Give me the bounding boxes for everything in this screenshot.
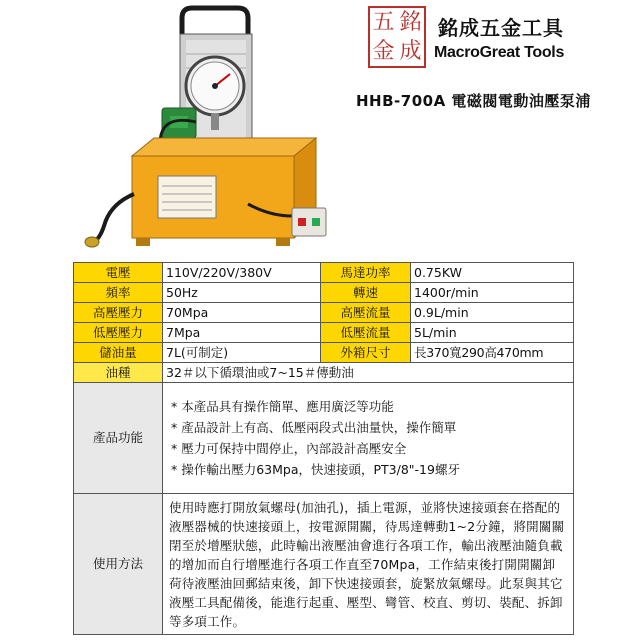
- list-item: * 本產品具有操作簡單、應用廣泛等功能: [171, 399, 394, 414]
- low-flow-label: 低壓流量: [321, 323, 411, 343]
- list-item: * 壓力可保持中間停止，內部設計高壓安全: [171, 441, 407, 456]
- brand-name-en: MacroGreat Tools: [434, 44, 565, 61]
- logo-char: 成: [399, 39, 422, 64]
- table-row: [74, 263, 574, 283]
- brand-name-cn: 銘成五金工具: [438, 16, 564, 40]
- frequency-label: 頻率: [74, 283, 163, 303]
- table-row: [74, 383, 574, 494]
- table-row: [74, 494, 574, 635]
- motor-power-label: 馬達功率: [321, 263, 411, 283]
- logo-char: 金: [372, 39, 395, 64]
- usage-label: 使用方法: [74, 494, 163, 635]
- header-area: [0, 0, 640, 260]
- low-pressure-value: 7Mpa: [163, 323, 321, 343]
- voltage-label: 電壓: [74, 263, 163, 283]
- logo-char: 五: [372, 10, 395, 35]
- features-label: 產品功能: [74, 383, 163, 494]
- frequency-value: 50Hz: [163, 283, 321, 303]
- features-list: [163, 383, 574, 494]
- high-pressure-value: 70Mpa: [163, 303, 321, 323]
- brand-logo: [368, 6, 426, 68]
- box-size-value: 長370寬290高470mm: [411, 343, 574, 363]
- table-row: [74, 283, 574, 303]
- speed-label: 轉速: [321, 283, 411, 303]
- list-item: * 產品設計上有高、低壓兩段式出油量快，操作簡單: [171, 420, 457, 435]
- oil-capacity-label: 儲油量: [74, 343, 163, 363]
- speed-value: 1400r/min: [411, 283, 574, 303]
- low-flow-value: 5L/min: [411, 323, 574, 343]
- high-flow-value: 0.9L/min: [411, 303, 574, 323]
- oil-capacity-value: 7L(可制定): [163, 343, 321, 363]
- usage-text: 使用時應打開放氣螺母(加油孔)，插上電源，並將快速接頭套在搭配的液壓器械的快速接頭上，按電源開關，待馬達轉動1~2分鐘，將開關關閉至於增壓狀態，此時輸出液壓油會進行各項工作，輸出液壓油隨負載的增加而自行增壓進行各項工作直至70Mpa，工作結束後打開開關卸荷待液壓油回郵結束後，卸下快速接頭套，旋緊放氣螺母。此泵與其它液壓工具配備後，能進行起重、壓型、彎管、校直、剪切、裝配、拆卸等多項工作。: [163, 494, 574, 635]
- oil-type-label: 油種: [74, 363, 163, 383]
- brand-block: [368, 6, 630, 76]
- table-row: [74, 303, 574, 323]
- spec-table: [73, 262, 574, 635]
- high-pressure-label: 高壓壓力: [74, 303, 163, 323]
- hydraulic-pump-image: [70, 4, 340, 254]
- table-row: [74, 343, 574, 363]
- product-model-title: HHB-700A 電磁閥電動油壓泵浦: [356, 92, 591, 110]
- table-row: [74, 363, 574, 383]
- logo-char: 銘: [399, 10, 422, 35]
- table-row: [74, 323, 574, 343]
- low-pressure-label: 低壓壓力: [74, 323, 163, 343]
- motor-power-value: 0.75KW: [411, 263, 574, 283]
- voltage-value: 110V/220V/380V: [163, 263, 321, 283]
- oil-type-value: 32＃以下循環油或7~15＃傳動油: [163, 363, 574, 383]
- high-flow-label: 高壓流量: [321, 303, 411, 323]
- box-size-label: 外箱尺寸: [321, 343, 411, 363]
- list-item: * 操作輸出壓力63Mpa，快速接頭，PT3/8"-19螺牙: [171, 462, 460, 477]
